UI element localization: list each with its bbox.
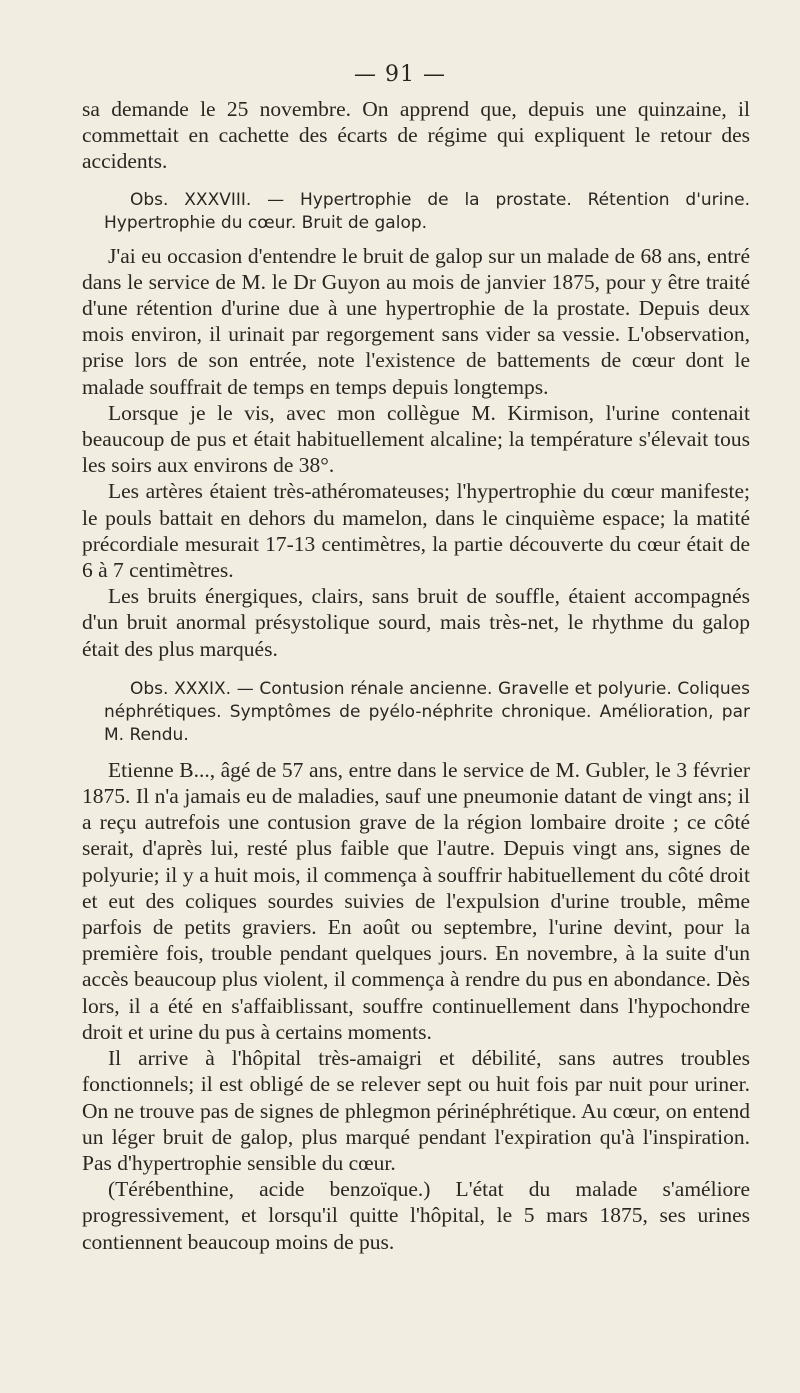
page-number: — 91 — [354, 62, 446, 87]
observation-39-paragraph-1: Etienne B..., âgé de 57 ans, entre dans le service de M. Gubler, le 3 février 1875. Il n'a jamais eu de maladies, sauf une pneumonie datant de vingt ans; il a reçu autrefois une contusion grave de la région lombaire droite ; ce côté serait, d'après lui, resté plus faible que l'autre. Depuis vingt ans, signes de polyurie; il y a huit mois, il commença à souffrir habituellement du côté droit et eut des coliques sourdes suivies de l'expulsion d'urine trouble, même parfois de petits graviers. En août ou septembre, l'urine devint, pour la première fois, trouble pendant quelques jours. En novembre, à la suite d'un accès beaucoup plus violent, il commença à rendre du pus en abondance. Dès lors, il a été en s'affaiblissant, souffre continuellement dans l'hypochondre droit et urine du pus à certains moments. [82, 757, 750, 1044]
observation-39-heading: Obs. XXXIX. — Contusion rénale ancienne. Gravelle et polyurie. Coliques néphrétiques. Symptômes de pyélo-néphrite chronique. Amélioration, par M. Rendu. [104, 678, 750, 745]
observation-38-heading: Obs. XXXVIII. — Hypertrophie de la prostate. Rétention d'urine. Hypertrophie du cœur. Bruit de galop. [104, 189, 750, 233]
observation-39-paragraph-3: (Térébenthine, acide benzoïque.) L'état du malade s'améliore progressivement, et lorsqu'il quitte l'hôpital, le 5 mars 1875, ses urines contiennent beaucoup moins de pus. [82, 1177, 750, 1254]
observation-38-paragraph-1: J'ai eu occasion d'entendre le bruit de galop sur un malade de 68 ans, entré dans le service de M. le Dr Guyon au mois de janvier 1875, pour y être traité d'une rétention d'urine due à une hypertrophie de la prostate. Depuis deux mois environ, il urinait par regorgement sans vider sa vessie. L'observation, prise lors de son entrée, note l'existence de battements de cœur dont le malade souffrait de temps en temps depuis longtemps. [82, 243, 750, 399]
observation-39-paragraph-2: Il arrive à l'hôpital très-amaigri et débilité, sans autres troubles fonctionnels; il est obligé de se relever sept ou huit fois par nuit pour uriner. On ne trouve pas de signes de phlegmon périnéphrétique. Au cœur, on entend un léger bruit de galop, plus marqué pendant l'expiration qu'à l'inspiration. Pas d'hypertrophie sensible du cœur. [82, 1046, 750, 1175]
intro-paragraph: sa demande le 25 novembre. On apprend que, depuis une quinzaine, il commettait en cachette des écarts de régime qui expliquent le retour des accidents. [82, 97, 750, 174]
observation-38-paragraph-3: Les artères étaient très-athéromateuses; l'hypertrophie du cœur manifeste; le pouls battait en dehors du mamelon, dans le cinquième espace; la matité précordiale mesurait 17-13 centimètres, la partie découverte du cœur était de 6 à 7 centimètres. [82, 479, 750, 583]
observation-38-paragraph-2: Lorsque je le vis, avec mon collègue M. Kirmison, l'urine contenait beaucoup de pus et était habituellement alcaline; la température s'élevait tous les soirs aux environs de 38°. [82, 400, 750, 478]
page-text [82, 96, 750, 1255]
observation-38-paragraph-4: Les bruits énergiques, clairs, sans bruit de souffle, étaient accompagnés d'un bruit anormal présystolique sourd, mais très-net, le rhythme du galop était des plus marqués. [82, 584, 750, 661]
